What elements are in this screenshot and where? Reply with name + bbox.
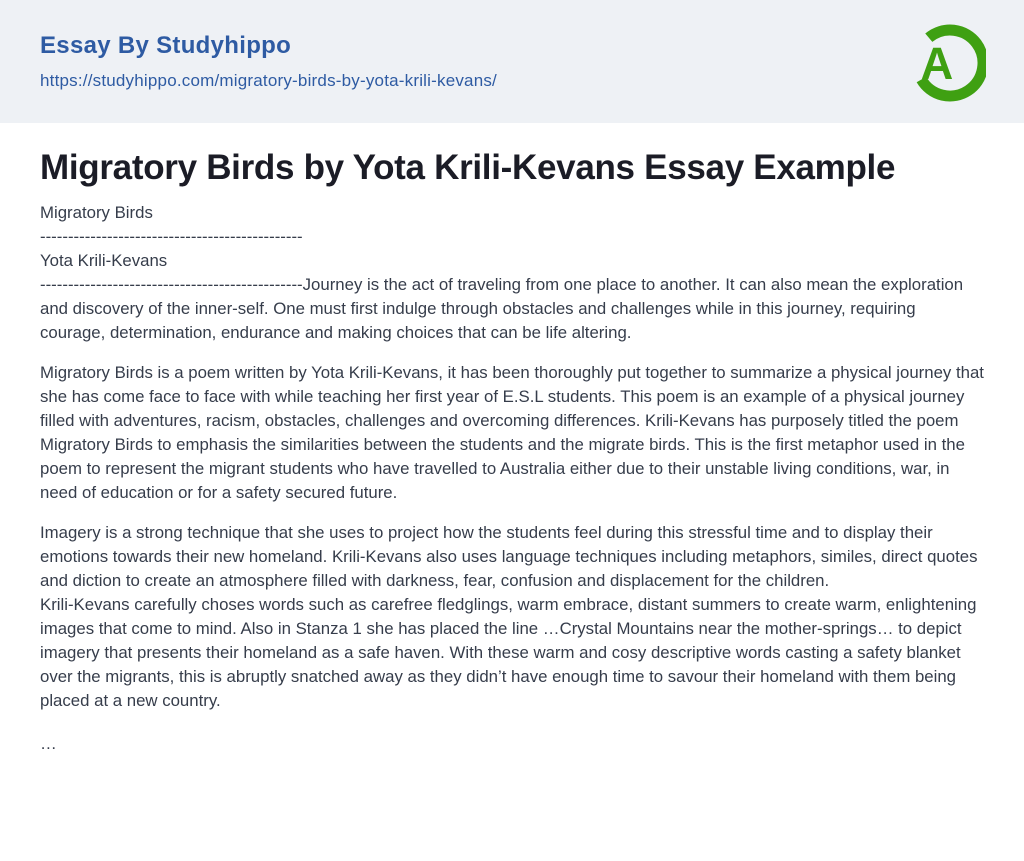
essay-content (0, 123, 1024, 756)
divider-line: ----------------------------------------------- (40, 227, 303, 246)
truncation-ellipsis: … (40, 734, 57, 753)
site-title: Essay By Studyhippo (40, 32, 292, 59)
essay-intro-block (40, 201, 984, 345)
essay-title: Migratory Birds by Yota Krili-Kevans Essay Example (40, 148, 896, 187)
logo-graphic (904, 15, 986, 109)
author-line: Yota Krili-Kevans (40, 251, 168, 270)
paragraph-1: Migratory Birds is a poem written by Yota Krili-Kevans, it has been thoroughly put together to summarize a physical journey that she has come face to face with while teaching her first year of E.S.L students. This poem is an example of a physical journey filled with adventures, racism, obstacles, challenges and overcoming differences. Krili-Kevans has purposely titled the poem Migratory Birds to emphasis the similarities between the students and the migrate birds. This is the first metaphor used in the poem to represent the migrant students who have travelled to Australia either due to their unstable living conditions, war, in need of education or for a safety secured future. (40, 363, 984, 502)
essay-text (40, 201, 984, 756)
page-header (0, 0, 1024, 123)
studyhippo-logo-icon (904, 15, 986, 109)
opening-paragraph: -----------------------------------------------Journey is the act of traveling from one place to another. It can also mean the exploration and discovery of the inner-self. One must first indulge through obstacles and challenges while in this journey, requiring courage, determination, endurance and making choices that can be life altering. (40, 275, 964, 342)
paragraph-2-part-2: Krili-Kevans carefully choses words such as carefree fledglings, warm embrace, distant summers to create warm, enlightening images that come to mind. Also in Stanza 1 she has placed the line …Crystal Mountains near the mother-springs… to depict imagery that presents their homeland as a safe haven. With these warm and cosy descriptive words casting a safety blanket over the migrants, this is abruptly snatched away as they didn’t have enough time to savour their homeland with them being placed at a new country. (40, 595, 977, 710)
page-url-link[interactable]: https://studyhippo.com/migratory-birds-by-yota-krili-kevans/ (40, 71, 497, 90)
logo-letter: A (920, 37, 954, 89)
paragraph-2 (40, 521, 984, 713)
poem-title-line: Migratory Birds (40, 203, 153, 222)
paragraph-2-part-1: Imagery is a strong technique that she uses to project how the students feel during this stressful time and to display their emotions towards their new homeland. Krili-Kevans also uses language techniques including metaphors, similes, direct quotes and diction to create an atmosphere filled with darkness, fear, confusion and displacement for the children. (40, 523, 978, 590)
header-text (40, 32, 497, 91)
